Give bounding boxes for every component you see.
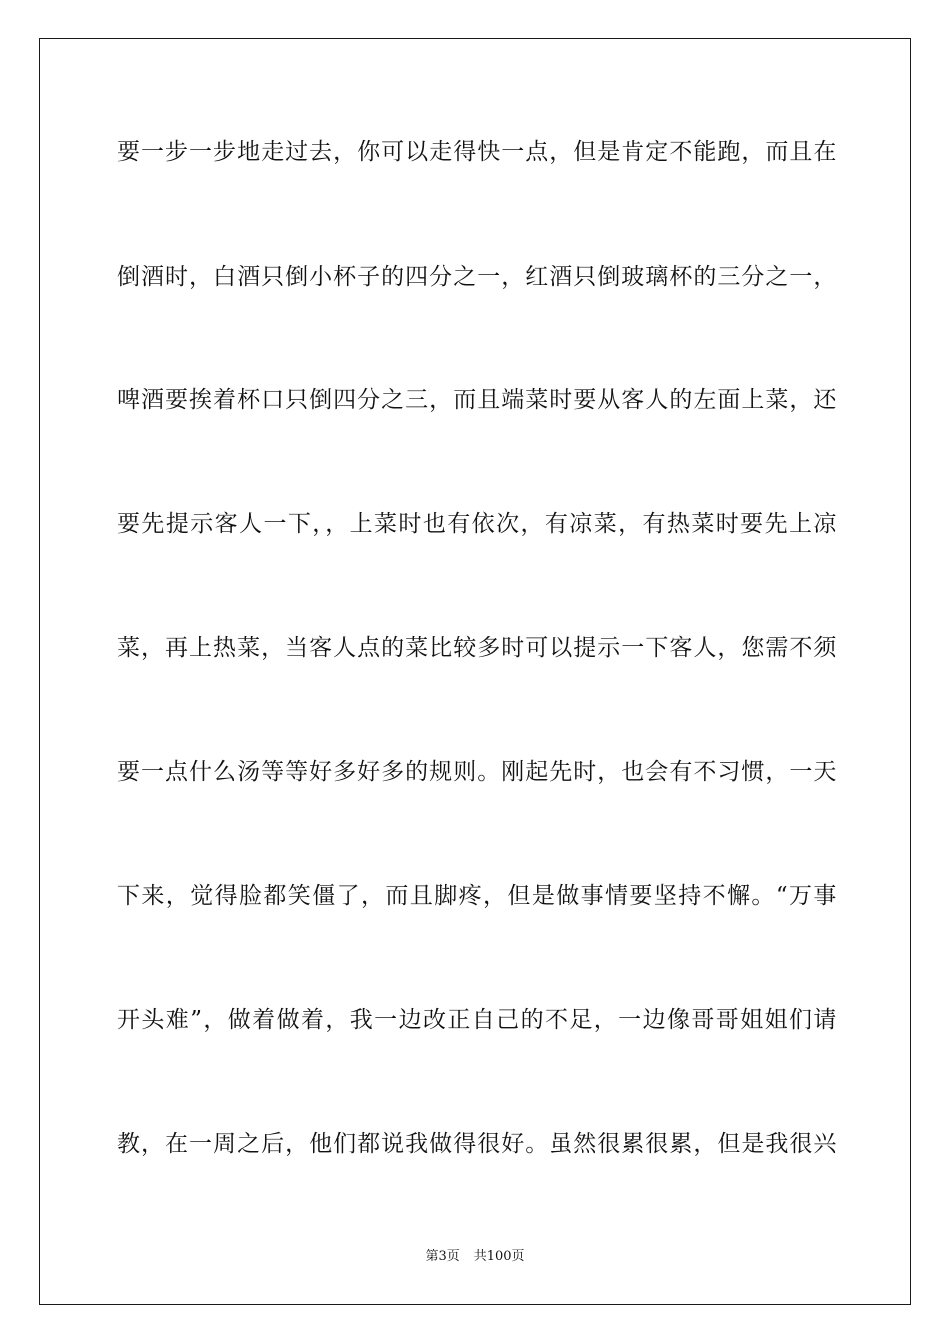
text-line: 倒酒时，白酒只倒小杯子的四分之一，红酒只倒玻璃杯的三分之一， (117, 264, 837, 290)
page-number: 第3页 (425, 1249, 460, 1264)
page-total: 共100页 (473, 1249, 525, 1264)
text-line: 菜，再上热菜，当客人点的菜比较多时可以提示一下客人，您需不须 (117, 635, 837, 661)
text-line: 下来，觉得脸都笑僵了，而且脚疼，但是做事情要坚持不懈。“万事 (117, 883, 837, 909)
text-line: 教，在一周之后，他们都说我做得很好。虽然很累很累，但是我很兴 (117, 1131, 837, 1157)
text-line: 开头难”，做着做着，我一边改正自己的不足，一边像哥哥姐姐们请 (117, 1007, 837, 1033)
page-border (39, 38, 911, 1305)
text-line: 要先提示客人一下，，上菜时也有依次，有凉菜，有热菜时要先上凉 (117, 511, 837, 537)
page-footer (0, 1249, 950, 1265)
text-line: 要一点什么汤等等好多好多的规则。刚起先时，也会有不习惯，一天 (117, 759, 837, 785)
text-line: 啤酒要挨着杯口只倒四分之三，而且端菜时要从客人的左面上菜，还 (117, 387, 837, 413)
text-line: 要一步一步地走过去，你可以走得快一点，但是肯定不能跑，而且在 (117, 139, 837, 165)
